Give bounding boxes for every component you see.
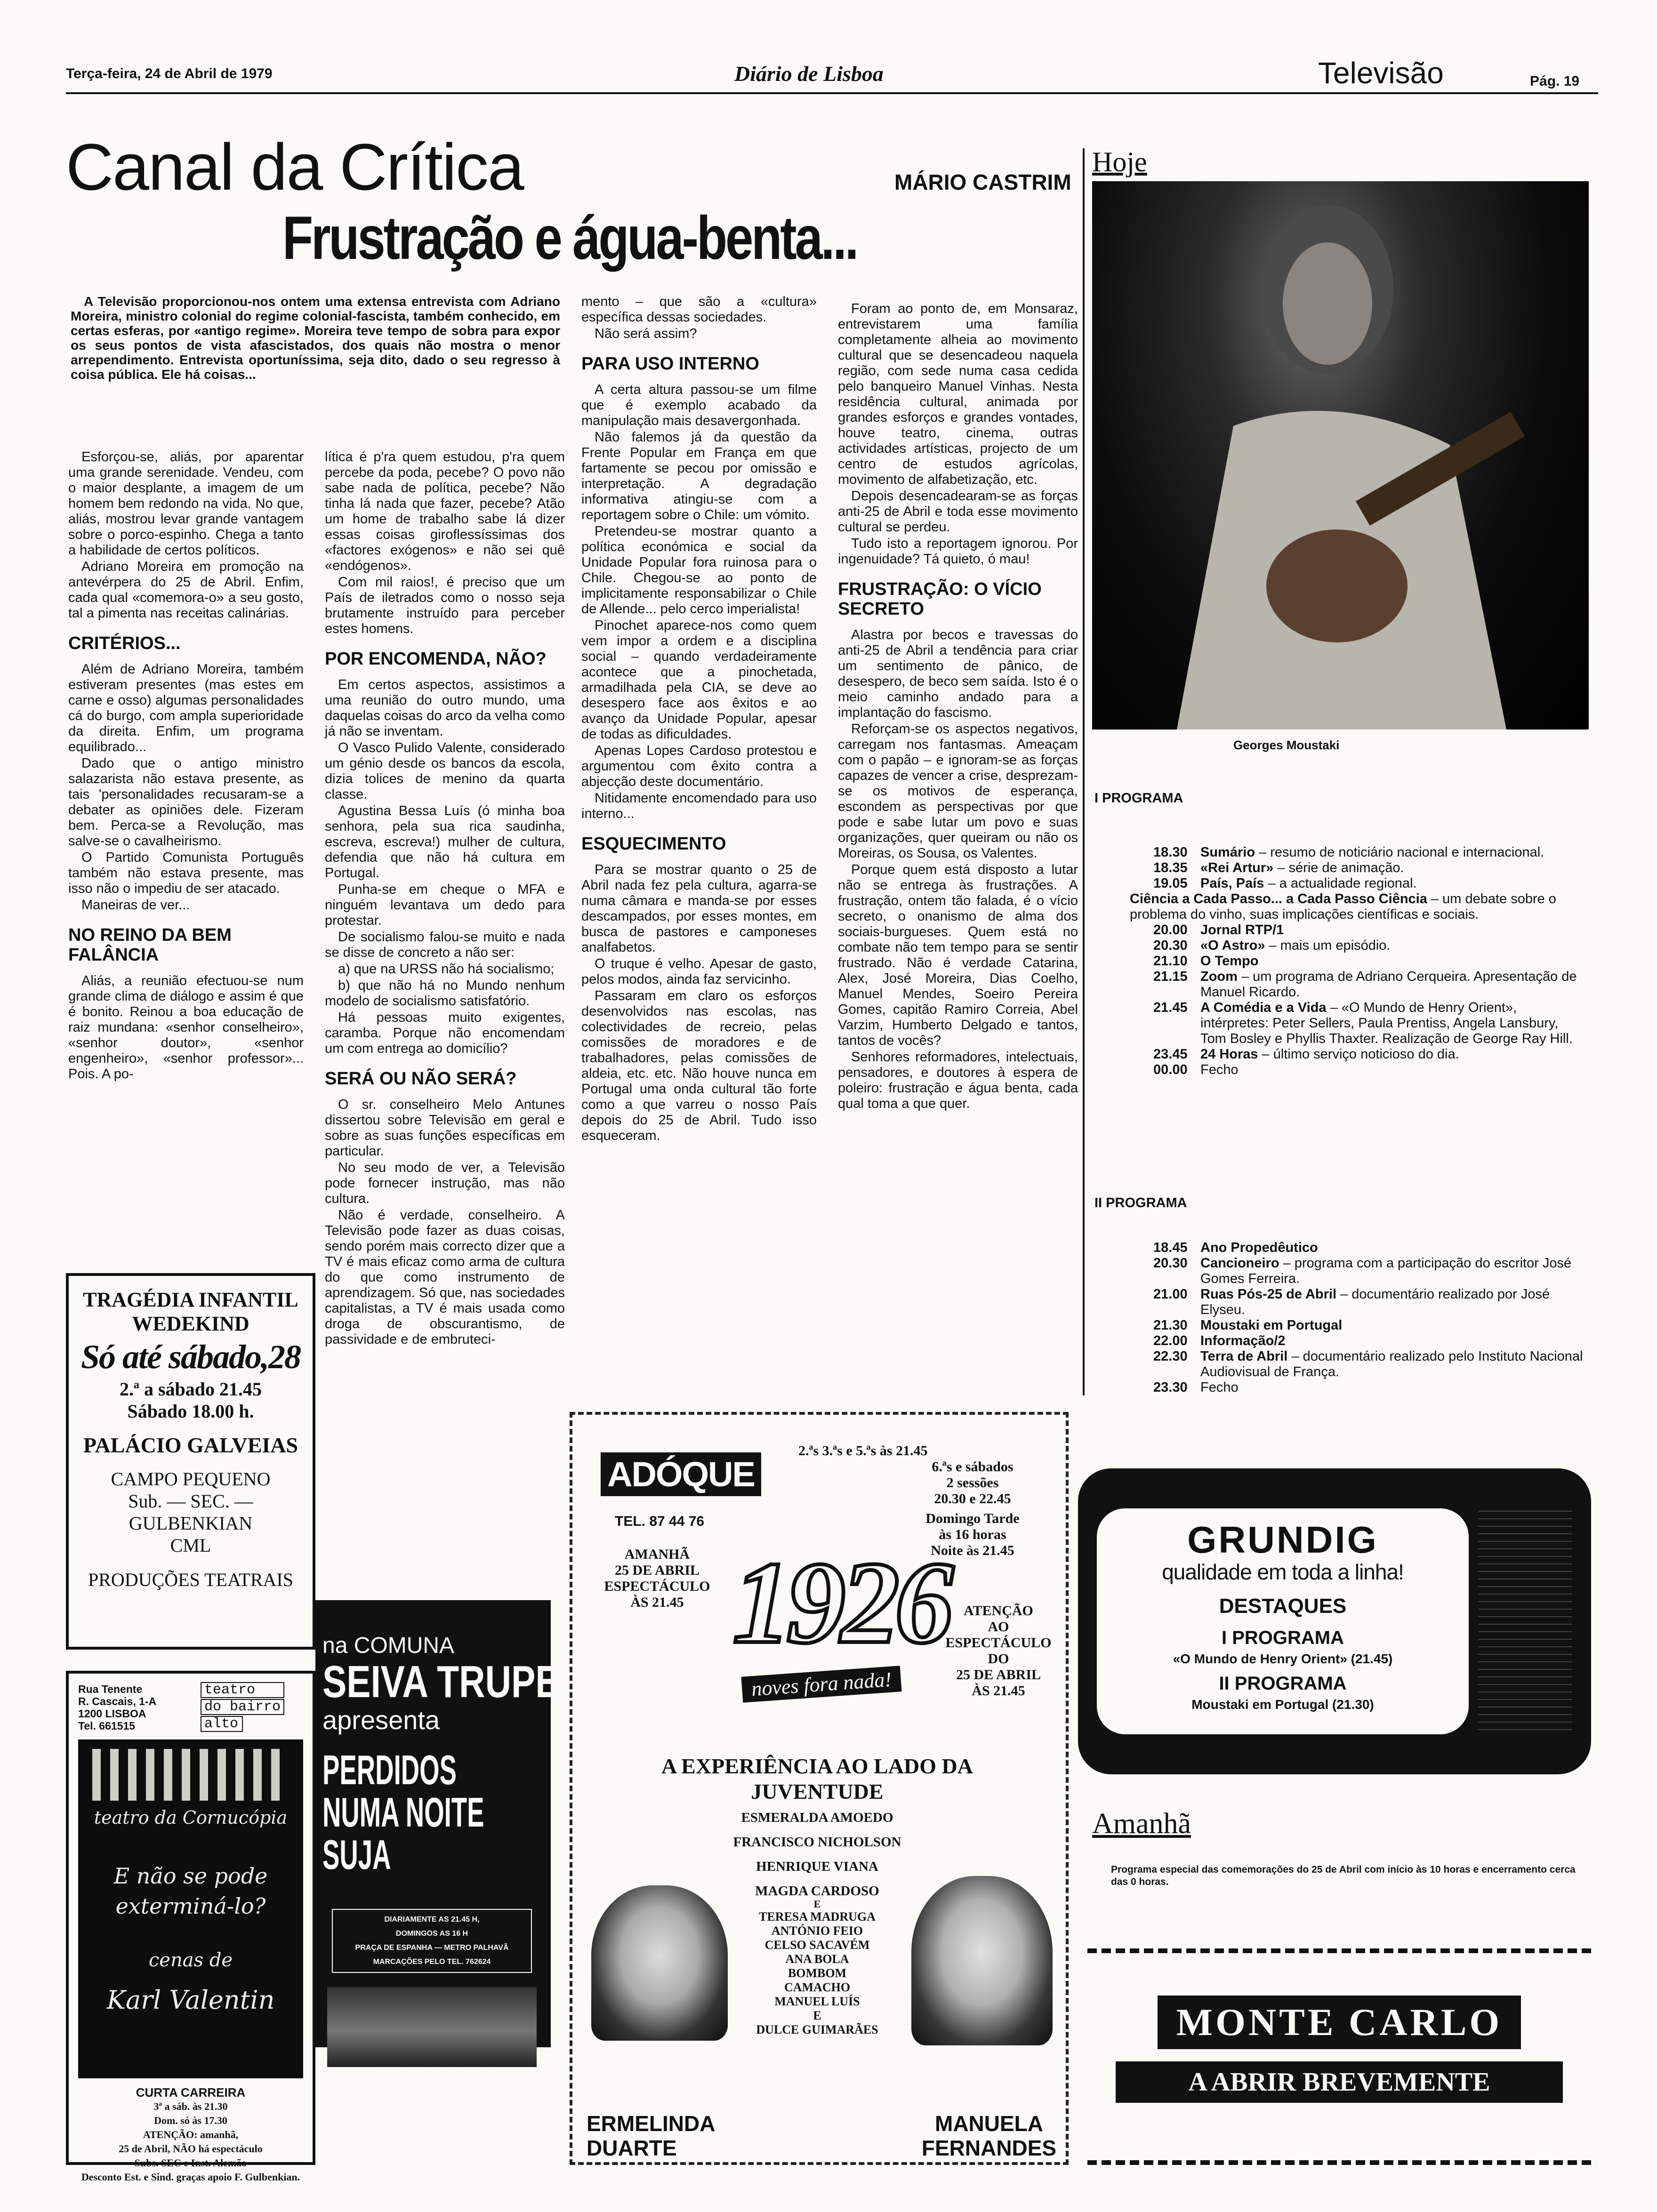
comuna-l1: na COMUNA — [322, 1633, 455, 1658]
schedule-desc: – um debate sobre o problema do vinho, suas implicações científicas e sociais. — [1130, 891, 1556, 922]
ad-line: CML — [170, 1535, 211, 1556]
paragraph: O sr. conselheiro Melo Antunes dissertou sobre Televisão em geral e sobre as suas funções específicas em particular. — [325, 1097, 565, 1159]
schedule-time: 19.05 — [1153, 876, 1188, 891]
paragraph: Em certos aspectos, assistimos a uma reunião do outro mundo, uma daquelas coisas do arco da velha como já não se inventam. — [325, 677, 565, 739]
paragraph: Pretendeu-se mostrar quanto a política económica e social da Unidade Popular fora ruinosa para o Chile. Chegou-se ao ponto de implicitamente responsabilizar o Chile de Allende... pelo cerco imperialista! — [581, 524, 817, 617]
program-1-list — [1130, 845, 1586, 1078]
logo-line: do bairro — [201, 1699, 284, 1715]
cast-name: FRANCISCO NICHOLSON — [733, 1835, 901, 1850]
info-line: PRAÇA DE ESPANHA — METRO PALHAVÃ — [355, 1944, 509, 1952]
schedule-desc: – documentário realizado por José Elyseu. — [1200, 1287, 1550, 1317]
monte-carlo-ad — [1087, 1948, 1591, 2165]
paragraph: Não será assim? — [595, 326, 697, 341]
subhead: ESQUECIMENTO — [581, 834, 726, 854]
comuna-l3: apresenta — [322, 1705, 440, 1735]
atencao-line: ATENÇÃO — [964, 1603, 1033, 1619]
session-line: 2 sessões — [946, 1475, 999, 1491]
paragraph: Maneiras de ver... — [81, 898, 190, 913]
ermelinda-name: ERMELINDA DUARTE — [587, 2111, 715, 2160]
schedule-time: 20.00 — [1153, 922, 1188, 938]
schedule-time: 23.30 — [1153, 1380, 1188, 1395]
grundig-p1-show: «O Mundo de Henry Orient» (21.45) — [1173, 1651, 1393, 1666]
paragraph: mento – que são a «cultura» específica dessas sociedades. — [581, 294, 817, 325]
paragraph: Não falemos já da questão da Frente Popular em França em que fartamente se pecou por omissão e interpretação. A degradação informativa atingiu-se com a reportagem sobre o Chile: um vómito. — [581, 430, 817, 522]
schedule-time: 22.00 — [1153, 1333, 1188, 1348]
schedule-row — [1153, 1047, 1586, 1062]
cast-name: MANUEL LUÍS — [774, 1995, 860, 2008]
cast-name: ESMERALDA AMOEDO — [741, 1810, 893, 1825]
play-title: E não se pode exterminá-lo? — [113, 1863, 268, 1919]
paragraph: Com mil raios!, é preciso que um País de iletrados como o nosso seja brutamente instruído para perceber estes homens. — [325, 575, 565, 636]
paragraph: lítica é p'ra quem estudou, p'ra quem percebe da poda, pecebe? O povo não sabe nada de política, pecebe? Não tinha lá nada que fazer, pecebe? Atão um home de trabalho sabe lá dizer essas coisas giroflessíssimas dos «factores exógenos» e não sei quê «endógenos». — [325, 449, 565, 573]
schedule-time: 20.30 — [1153, 938, 1188, 953]
paragraph: a) que na URSS não há socialismo; — [338, 962, 555, 977]
program-2-label: II PROGRAMA — [1094, 1195, 1187, 1210]
paragraph: No seu modo de ver, a Televisão pode fornecer instrução, mas não cultura. — [325, 1160, 565, 1206]
bairro-illustration — [78, 1739, 303, 2078]
author-name: MÁRIO CASTRIM — [894, 170, 1071, 194]
cast-name: HENRIQUE VIANA — [756, 1859, 878, 1874]
paragraph: Foram ao ponto de, em Monsaraz, entrevistarem uma família completamente alheia ao movimento cultural que se desencadeou naquela região, com sede numa casa cedida pelo banqueiro Manuel Vinhas. Nesta residência cultural, animada por grandes esforços e grandes vontades, houve teatro, cinema, outras actividades artísticas, projecto de um centro de estudos agrícolas, movimento de alfabetização, etc. — [838, 301, 1078, 487]
schedule-time: 20.30 — [1153, 1256, 1188, 1271]
show-subtitle: noves fora nada! — [741, 1666, 901, 1702]
paragraph: Tudo isto a reportagem ignorou. Por ingenuidade? Tá quieto, ó mau! — [838, 536, 1078, 567]
adoque-amanha — [591, 1547, 723, 1611]
atencao-line: ESPECTÁCULO — [945, 1635, 1052, 1651]
comuna-l4: PERDIDOS NUMA NOITE SUJA — [322, 1747, 484, 1878]
headline: Frustração e água-benta... — [282, 203, 857, 272]
paragraph: Pinochet aparece-nos como quem vem impor a ordem e a disciplina social – quando verdadeiramente acontece que a pinochetada, armadilhada pela CIA, se deve ao desespero face aos êxitos e ao avanço da Unidade Popular, apesar de todas as dificuldades. — [581, 618, 817, 742]
paragraph: O Partido Comunista Português também não estava presente, mas isso não o impediu de ser atacado. — [68, 850, 304, 896]
schedule-row — [1153, 938, 1586, 954]
info-line: MARCAÇÕES PELO TEL. 762624 — [373, 1958, 491, 1966]
schedule-row — [1153, 1318, 1586, 1333]
session-line: Noite às 21.45 — [931, 1543, 1014, 1558]
cast-name: BOMBOM — [788, 1966, 847, 1980]
bairro-logo — [201, 1682, 284, 1732]
info-line: Desconto Est. e Sind. graças apoio F. Gulbenkian. — [81, 2171, 300, 2183]
bairro-alto-ad — [66, 1671, 315, 2183]
schedule-desc: – um programa de Adriano Cerqueira. Apresentação de Manuel Ricardo. — [1200, 969, 1577, 1000]
grundig-destaques: DESTAQUES — [1219, 1595, 1347, 1618]
photo-figure — [1092, 181, 1589, 729]
ad-line: Sub. — SEC. — GULBENKIAN — [128, 1491, 253, 1534]
ermelinda-photo — [591, 1885, 728, 2041]
session-line: 2.ªs 3.ªs e 5.ªs às 21.45 — [798, 1443, 928, 1459]
cast-name: ANA BOLA — [785, 1952, 849, 1966]
schedule-row — [1153, 845, 1586, 860]
schedule-show: Sumário — [1200, 845, 1255, 860]
paragraph: Passaram em claro os esforços desenvolvidos nas escolas, nas colectividades de recreio, pelas comissões de moradores e de trabalhadores, pelas comissões de aldeia, etc. etc. Não houve nunca em Portugal uma onda cultural tão forte como a que varreu o nosso País depois do 25 de Abril. Tudo isso esqueceram. — [581, 988, 817, 1143]
bairro-info — [69, 2085, 313, 2184]
article-col-4 — [838, 301, 1078, 1113]
schedule-desc: – resumo de noticiário nacional e internacional. — [1255, 845, 1544, 860]
schedule-row — [1153, 1062, 1586, 1078]
comuna-ad — [315, 1600, 560, 2047]
paragraph: O truque é velho. Apesar de gasto, pelos modos, ainda faz servicinho. — [581, 956, 817, 987]
program-2-list — [1153, 1240, 1586, 1395]
schedule-show: Ruas Pós-25 de Abril — [1200, 1287, 1337, 1302]
paragraph: Agustina Bessa Luís (ó minha boa senhora, pela sua rica saudinha, escreva, escreva!) mulher de cultura, defendia que não há cultura em Portugal. — [325, 803, 565, 881]
tv-screen — [1097, 1508, 1469, 1734]
address-line: Tel. 661515 — [78, 1720, 136, 1732]
schedule-row — [1153, 876, 1586, 891]
ad-line: Sábado 18.00 h. — [127, 1401, 254, 1422]
subhead: NO REINO DA BEM FALÂNCIA — [68, 925, 232, 965]
schedule-desc: Fecho — [1200, 1062, 1239, 1077]
cast-name: E — [813, 2009, 821, 2022]
schedule-row — [1153, 922, 1586, 938]
adoque-logo: ADÓQUE — [601, 1452, 761, 1496]
amanha-line: ESPECTÁCULO — [604, 1579, 710, 1594]
section-title: Televisão — [1318, 56, 1444, 90]
schedule-show: A Comédia e a Vida — [1200, 1000, 1327, 1015]
info-line: CURTA CARREIRA — [136, 2085, 246, 2100]
schedule-show: Ano Propedêutico — [1200, 1240, 1318, 1255]
schedule-row — [1153, 1380, 1586, 1395]
adoque-ad — [570, 1412, 1069, 2165]
schedule-row — [1153, 1349, 1586, 1380]
paragraph: Apenas Lopes Cardoso protestou e argumentou com êxito contra a abjecção deste documentário. — [581, 743, 817, 789]
ad-line: TRAGÉDIA INFANTIL — [83, 1288, 298, 1311]
paragraph: Reforçam-se os aspectos negativos, carregam nos fantasmas. Ameaçam com o papão – e ignoram-se as forças capazes de vencer a crise, desprezam-se os motivos de esperança, escondem as perspectivas por que pode e sabe lutar um povo e suas organizações, quer queiram ou não os Moreiras, os Sousa, os Valentes. — [838, 721, 1078, 861]
schedule-row — [1153, 954, 1586, 969]
adoque-tagline: A EXPERIÊNCIA AO LADO DA JUVENTUDE — [661, 1754, 973, 1803]
author-name: Karl Valentin — [106, 1985, 275, 2015]
lead-text: A Televisão proporcionou-nos ontem uma extensa entrevista com Adriano Moreira, ministro colonial do regime colonial-fascista, também conhecido, em certas esferas, por «antigo regime». Moreira teve tempo de sobra para expor os seus pontos de vista afascistados, dos quais não mostra o menor arrependimento. Entrevista oportuníssima, seja dito, dado o seu regresso à coisa pública. Ele há coisas... — [71, 294, 560, 382]
schedule-time: 00.00 — [1153, 1062, 1188, 1077]
session-line: Domingo Tarde — [925, 1511, 1020, 1526]
cenas-de: cenas de — [148, 1949, 233, 1971]
ad-line: PALÁCIO GALVEIAS — [83, 1433, 298, 1457]
grundig-ad — [1078, 1468, 1591, 1774]
paragraph: Punha-se em cheque o MFA e ninguém levantava um dedo para protestar. — [325, 882, 565, 928]
tomorrow-title: Amanhã — [1092, 1808, 1191, 1840]
adoque-atencao — [935, 1603, 1062, 1699]
logo-line: teatro — [201, 1682, 284, 1698]
paragraph: Não é verdade, conselheiro. A Televisão pode fazer as duas coisas, sendo porém mais correcto dizer que a TV é mais eficaz como arma de cultura do que como instrumento de aprendizagem. Só que, nas sociedades capitalistas, a TV é mais usada como droga de obscurantismo, de passividade e de embruteci- — [325, 1208, 565, 1347]
schedule-show: Zoom — [1200, 969, 1238, 984]
paragraph: A certa altura passou-se um filme que é exemplo acabado da manipulação mais desavergonhada. — [581, 382, 817, 428]
address-line: Rua Tenente — [78, 1683, 143, 1695]
article-col-3 — [581, 294, 817, 1145]
schedule-show: Ciência a Cada Passo... a Cada Passo Ciência — [1130, 891, 1427, 906]
paragraph: Porque quem está disposto a lutar não se entrega às frustrações. A frustração, ontem tão falada, é o vício secreto, o onanismo de alma dos sociais-burgueses. Quem está no combate não tem tempo para se sentir frustrado. Não é verdade Catarina, Alex, José Moreira, Dias Coelho, Manuel Mendes, Soeiro Pereira Gomes, capitão Ramiro Correia, Abel Varzim, Humberto Delgado e tantos, tantos de vocês? — [838, 862, 1078, 1048]
schedule-show: 24 Horas — [1200, 1047, 1258, 1062]
info-line: DIARIAMENTE AS 21.45 H, — [384, 1915, 480, 1923]
article-col-1 — [68, 449, 304, 1083]
schedule-desc: – programa com a participação do escritor José Gomes Ferreira. — [1200, 1256, 1572, 1286]
info-line: 25 de Abril, NÃO há espectáculo — [119, 2143, 263, 2155]
header-rule — [66, 92, 1598, 94]
paragraph: Adriano Moreira em promoção na antevérpera do 25 de Abril. Enfim, cada qual «comemora-o» a seu gosto, tal a pimenta nas receitas calinárias. — [68, 559, 304, 621]
schedule-row — [1153, 1333, 1586, 1349]
ad-line: WEDEKIND — [132, 1312, 249, 1335]
photo-caption: Georges Moustaki — [1233, 738, 1340, 752]
tragedia-ad — [66, 1273, 315, 1650]
schedule-time: 21.10 — [1153, 954, 1188, 969]
schedule-time: 22.30 — [1153, 1349, 1188, 1364]
cast-name: CAMACHO — [784, 1980, 851, 1994]
schedule-desc: – «O Mundo de Henry Orient», intérpretes: Peter Sellers, Paula Prentiss, Angela Lansbury, Tom Bosley e Phyllis Thaxter. Realização de George Ray Hill. — [1200, 1000, 1573, 1046]
amanha-line: AMANHÃ — [624, 1547, 690, 1562]
schedule-desc: Fecho — [1200, 1380, 1239, 1395]
grundig-p1: I PROGRAMA — [1222, 1627, 1344, 1648]
schedule-time: 18.30 — [1153, 845, 1188, 860]
schedule-show: Jornal RTP/1 — [1200, 922, 1284, 938]
amanha-line: 25 DE ABRIL — [614, 1563, 700, 1578]
paragraph: Depois desencadearam-se as forças anti-25 de Abril e toda esse movimento cultural se perdeu. — [838, 489, 1078, 535]
cast-name: ANTÓNIO FEIO — [771, 1924, 863, 1938]
logo-line: alto — [201, 1716, 243, 1732]
schedule-desc: – último serviço noticioso do dia. — [1258, 1047, 1459, 1062]
paragraph: Dado que o antigo ministro salazarista não estava presente, as tais 'personalidades recusaram-se a debater as opiniões dele. Fizeram bem. Perca-se a Revolução, mas salve-se o cavalheirismo. — [68, 756, 304, 849]
schedule-time: 21.30 — [1153, 1318, 1188, 1333]
info-line: Subs. SEC e Inst. Alemão — [134, 2157, 247, 2169]
grundig-tagline: qualidade em toda a linha! — [1162, 1560, 1404, 1584]
paragraph: Nitidamente encomendado para uso interno... — [581, 791, 817, 821]
show-title-1926: 1926 — [732, 1538, 949, 1668]
paragraph: Senhores reformadores, intelectuais, pensadores, e doutores à espera de poleiro: frustração e água benta, cada qual toma a que quer. — [838, 1050, 1078, 1111]
schedule-desc: – mais um episódio. — [1265, 938, 1391, 953]
comuna-l2: SEIVA TRUPE — [322, 1657, 560, 1707]
schedule-desc: – série de animação. — [1273, 860, 1404, 875]
session-line: 20.30 e 22.45 — [934, 1491, 1011, 1507]
tv-controls — [1478, 1511, 1572, 1737]
article-col-2 — [325, 449, 565, 1348]
paragraph: b) que não há no Mundo nenhum modelo de socialismo satisfatório. — [325, 978, 565, 1009]
paper-name: Diário de Lisboa — [734, 62, 884, 86]
grundig-p2-show: Moustaki em Portugal (21.30) — [1191, 1697, 1374, 1712]
atencao-line: DO — [988, 1651, 1009, 1667]
schedule-show: Informação/2 — [1200, 1333, 1286, 1348]
schedule-time: 23.45 — [1153, 1047, 1188, 1062]
comuna-info — [332, 1909, 532, 1973]
tomorrow-text: Programa especial das comemorações do 25 de Abril com início às 10 horas e encerramento cerca das 0 horas. — [1111, 1864, 1576, 1887]
ad-line: Só até sábado,28 — [80, 1338, 301, 1376]
schedule-show: «O Astro» — [1200, 938, 1265, 953]
cast-name: TERESA MADRUGA — [759, 1910, 876, 1923]
issue-date: Terça-feira, 24 de Abril de 1979 — [66, 66, 273, 81]
bairro-address — [78, 1683, 156, 1732]
schedule-row — [1153, 1000, 1586, 1047]
schedule-row — [1153, 1256, 1586, 1287]
ad-line: CAMPO PEQUENO — [111, 1468, 271, 1490]
schedule-show: País, País — [1200, 876, 1264, 891]
schedule-show: Terra de Abril — [1200, 1349, 1288, 1364]
today-title: Hoje — [1092, 146, 1147, 177]
cast-list — [723, 1810, 911, 2037]
schedule-row — [1130, 891, 1586, 922]
subhead: PARA USO INTERNO — [581, 354, 759, 374]
subhead: CRITÉRIOS... — [68, 633, 181, 653]
ad-line: 2.ª a sábado 21.45 — [119, 1378, 262, 1400]
monte-carlo-name: MONTE CARLO — [1158, 1996, 1521, 2049]
schedule-show: Cancioneiro — [1200, 1256, 1279, 1271]
grundig-brand: GRUNDIG — [1187, 1519, 1378, 1561]
column-divider — [1083, 148, 1085, 1395]
schedule-show: Moustaki em Portugal — [1200, 1318, 1343, 1333]
program-1-label: I PROGRAMA — [1094, 791, 1183, 806]
cast-name: DULCE GUIMARÃES — [756, 2023, 878, 2036]
paragraph: O Vasco Pulido Valente, considerado um génio desde os bancos da escola, dizia tolices de menino da quarta classe. — [325, 740, 565, 802]
schedule-time: 18.35 — [1153, 860, 1188, 875]
address-line: 1200 LISBOA — [78, 1707, 146, 1720]
atencao-line: 25 DE ABRIL — [956, 1667, 1041, 1683]
cast-name: CELSO SACAVÉM — [764, 1938, 870, 1952]
cast-name: E — [813, 1898, 821, 1910]
article-lead — [71, 294, 560, 383]
subhead: FRUSTRAÇÃO: O VÍCIO SECRETO — [838, 579, 1042, 619]
schedule-time: 21.00 — [1153, 1287, 1188, 1302]
schedule-desc: – documentário realizado pelo Instituto Nacional Audiovisual de França. — [1200, 1349, 1583, 1379]
subhead: SERÁ OU NÃO SERÁ? — [325, 1069, 517, 1089]
atencao-line: AO — [988, 1619, 1009, 1635]
comuna-scene — [327, 1987, 537, 2067]
schedule-show: O Tempo — [1200, 954, 1259, 969]
cast-name: MAGDA CARDOSO — [755, 1883, 879, 1899]
schedule-time: 21.45 — [1153, 1000, 1188, 1015]
paragraph: Alastra por becos e travessas do anti-25 de Abril a tendência para criar um sentimento de pânico, de desespero, de beco sem saída. Isto é o meio caminho andado para a implantação do fascismo. — [838, 627, 1078, 720]
subhead: POR ENCOMENDA, NÃO? — [325, 649, 547, 669]
paragraph: Esforçou-se, aliás, por aparentar uma grande serenidade. Vendeu, com o maior desplante, a imagem de um homem bem redondo na vida. No que, aliás, mostrou levar grande vantagem sobre o porco-espinho. Chega a tanto a habilidade de certos políticos. — [68, 449, 304, 558]
paragraph: Há pessoas muito exigentes, caramba. Porque não encomendam um com entrega ao domicílio? — [325, 1010, 565, 1056]
figures-row — [92, 1749, 289, 1801]
address-line: R. Cascais, 1-A — [78, 1695, 157, 1707]
monte-carlo-sub: A ABRIR BREVEMENTE — [1116, 2061, 1563, 2103]
schedule-row — [1153, 1287, 1586, 1318]
cornucopia-name: teatro da Cornucópia — [94, 1807, 288, 1828]
adoque-tel: TEL. 87 44 76 — [615, 1514, 705, 1529]
column-title: Canal da Crítica — [66, 130, 523, 204]
info-line: DOMINGOS AS 16 H — [395, 1930, 468, 1938]
schedule-time: 21.15 — [1153, 969, 1188, 984]
paragraph: De socialismo falou-se muito e nada se disse de concreto a não ser: — [325, 930, 565, 960]
schedule-desc: – a actualidade regional. — [1264, 876, 1417, 891]
schedule-show: «Rei Artur» — [1200, 860, 1274, 875]
amanha-line: ÀS 21.45 — [630, 1595, 684, 1610]
schedule-time: 18.45 — [1153, 1240, 1188, 1255]
info-line: ATENÇÃO: amanhã, — [143, 2129, 239, 2140]
grundig-p2: II PROGRAMA — [1219, 1673, 1347, 1694]
schedule-row — [1153, 969, 1586, 1000]
page-number: Pág. 19 — [1530, 73, 1580, 89]
session-line: às 16 horas — [939, 1527, 1006, 1542]
schedule-row — [1153, 1240, 1586, 1256]
ad-line: PRODUÇÕES TEATRAIS — [88, 1569, 293, 1590]
paragraph: Para se mostrar quanto o 25 de Abril nada fez pela cultura, agarra-se numa câmara e manda-se por esses descampados, por esses montes, em busca de pastores e camponeses analfabetos. — [581, 862, 817, 955]
schedule-row — [1153, 860, 1586, 876]
paragraph: Aliás, a reunião efectuou-se num grande clima de diálogo e assim é que é bonito. Reinou a boa educação de raiz mundana: «senhor conselheiro», «senhor doutor», «senhor engenheiro», «senhor professor»... Pois. A po- — [68, 973, 304, 1082]
paragraph: Além de Adriano Moreira, também estiveram presentes (mas estes em carne e osso) algumas personalidades cá do burgo, com ampla superioridade da direita. Enfim, um programa equilibrado... — [68, 662, 304, 754]
info-line: Dom. só às 17.30 — [154, 2115, 227, 2126]
manuela-photo — [911, 1876, 1053, 2045]
moustaki-photo — [1092, 181, 1589, 729]
atencao-line: ÀS 21.45 — [972, 1683, 1025, 1699]
manuela-name: MANUELA FERNANDES — [921, 2111, 1057, 2160]
session-line: 6.ªs e sábados — [932, 1459, 1014, 1475]
info-line: 3ª a sáb. às 21.30 — [153, 2100, 228, 2112]
